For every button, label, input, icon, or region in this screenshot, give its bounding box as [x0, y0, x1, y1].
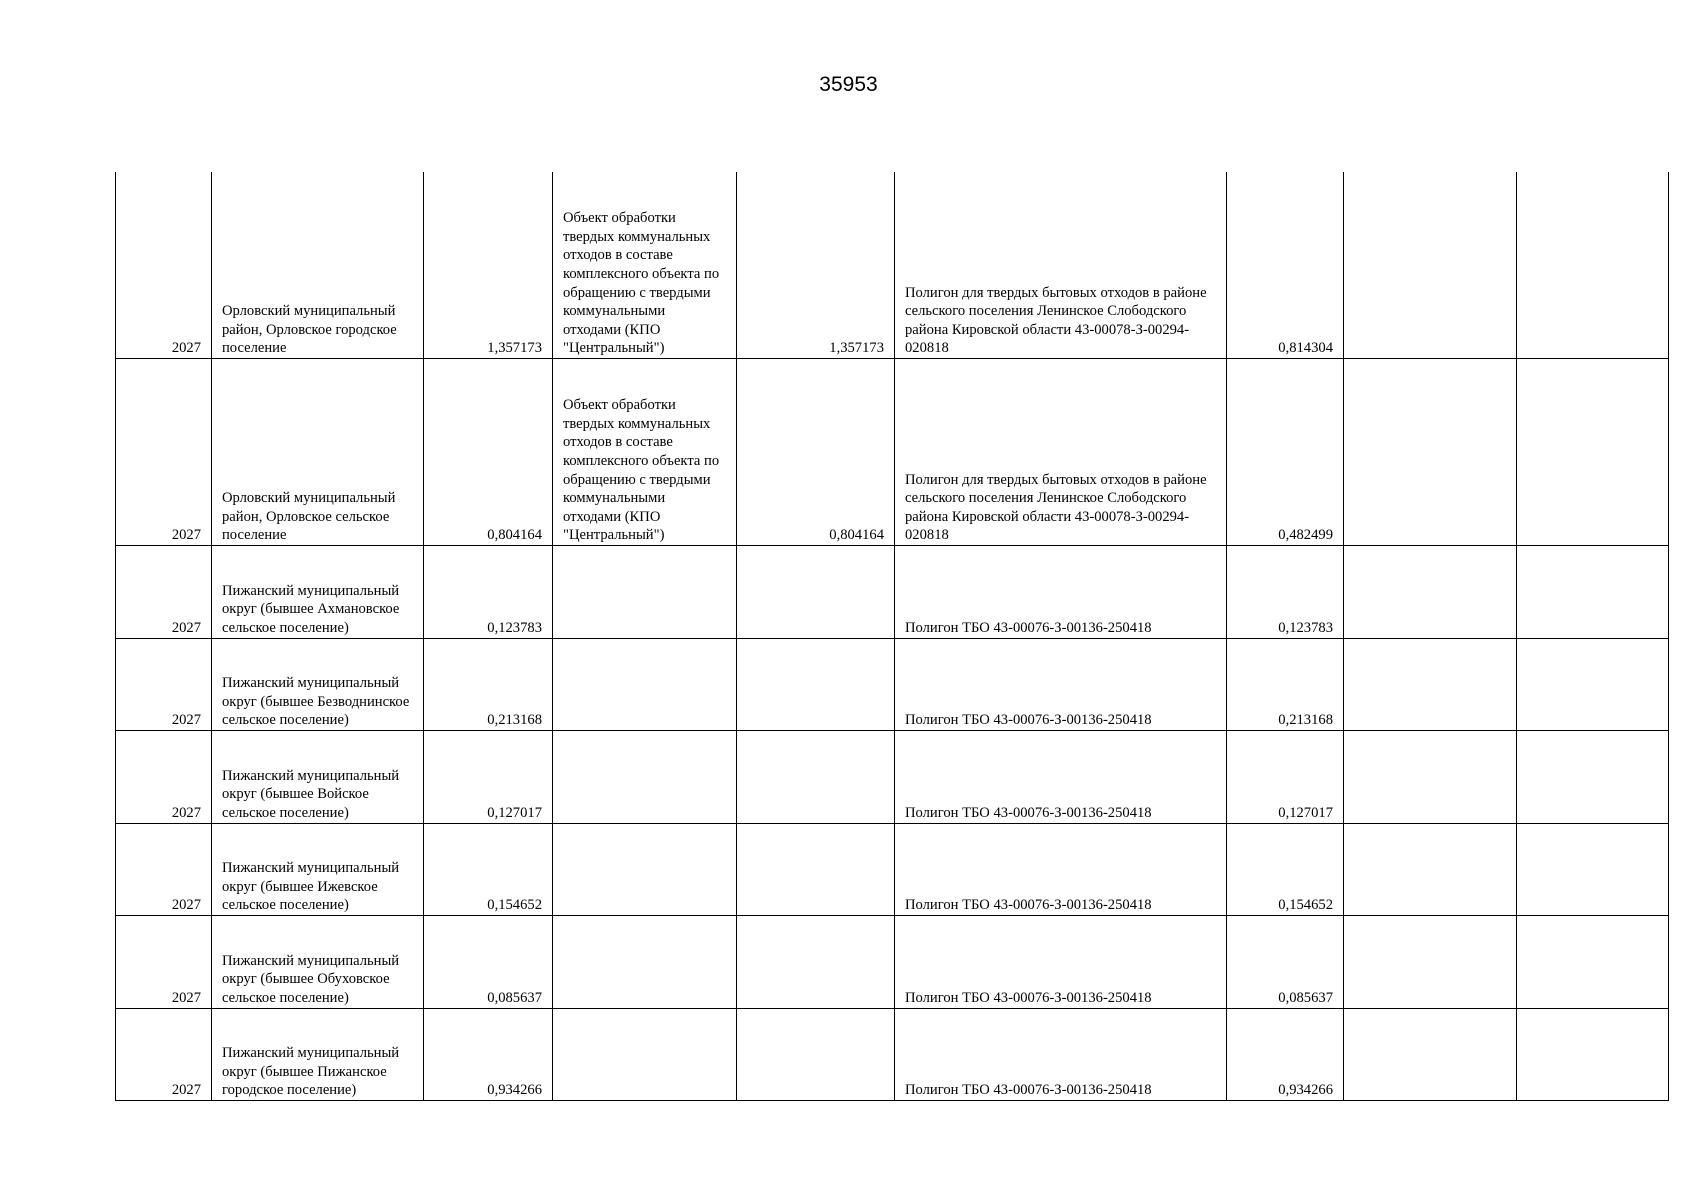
processing-object-cell-text: Объект обработки твердых коммунальных отходов в составе комплексного объекта по обращению с твердыми коммунальными отходами (КПО "Центральный") [563, 210, 720, 357]
mass-processing-cell [737, 731, 895, 824]
municipality-cell-text: Пижанский муниципальный округ (бывшее Войское сельское поселение) [222, 767, 400, 821]
processing-object-cell [553, 823, 737, 916]
year-cell [116, 546, 212, 639]
table-row [116, 731, 1669, 824]
mass-disposal-cell [1227, 823, 1344, 916]
landfill-cell [895, 916, 1227, 1009]
empty-cell [1344, 731, 1517, 824]
mass-disposal-cell-text: 0,814304 [1278, 340, 1333, 357]
table-row [116, 1008, 1669, 1101]
landfill-cell-text: Полигон ТБО 43-00076-З-00136-250418 [905, 712, 1152, 729]
municipality-cell [212, 916, 424, 1009]
mass-total-cell-text: 0,934266 [487, 1082, 542, 1099]
municipality-cell-text: Пижанский муниципальный округ (бывшее Ахмановское сельское поселение) [222, 582, 400, 636]
empty-cell [1344, 1008, 1517, 1101]
empty-cell [1344, 546, 1517, 639]
processing-object-cell [553, 638, 737, 731]
year-cell [116, 172, 212, 359]
mass-total-cell [424, 823, 553, 916]
landfill-cell-text: Полигон ТБО 43-00076-З-00136-250418 [905, 989, 1152, 1006]
empty-cell [1344, 916, 1517, 1009]
municipality-cell [212, 731, 424, 824]
empty-cell [1517, 638, 1669, 731]
mass-processing-cell [737, 916, 895, 1009]
mass-processing-cell [737, 638, 895, 731]
year-cell-text: 2027 [171, 527, 201, 544]
municipality-cell-text: Пижанский муниципальный округ (бывшее Безводнинское сельское поселение) [222, 675, 410, 729]
year-cell [116, 731, 212, 824]
year-cell-text: 2027 [171, 804, 201, 821]
mass-disposal-cell-text: 0,482499 [1278, 527, 1333, 544]
year-cell-text: 2027 [171, 619, 201, 636]
mass-total-cell-text: 0,804164 [487, 527, 542, 544]
mass-disposal-cell-text: 0,127017 [1278, 804, 1333, 821]
landfill-cell-text: Полигон для твердых бытовых отходов в районе сельского поселения Ленинское Слободского района Кировской области 43-00078-З-00294-020818 [905, 284, 1207, 357]
mass-disposal-cell [1227, 359, 1344, 546]
page-number: 35953 [819, 73, 878, 96]
landfill-cell-text: Полигон ТБО 43-00076-З-00136-250418 [905, 1082, 1152, 1099]
landfill-cell [895, 172, 1227, 359]
mass-disposal-cell [1227, 638, 1344, 731]
mass-total-cell-text: 0,127017 [487, 804, 542, 821]
processing-object-cell [553, 731, 737, 824]
mass-processing-cell [737, 823, 895, 916]
table-row [116, 638, 1669, 731]
municipality-cell-text: Пижанский муниципальный округ (бывшее Ижевское сельское поселение) [222, 860, 400, 914]
landfill-cell [895, 546, 1227, 639]
municipality-cell-text: Пижанский муниципальный округ (бывшее Пижанское городское поселение) [222, 1045, 400, 1099]
mass-processing-cell [737, 359, 895, 546]
year-cell [116, 1008, 212, 1101]
mass-total-cell-text: 0,123783 [487, 619, 542, 636]
municipality-cell [212, 546, 424, 639]
mass-disposal-cell-text: 0,213168 [1278, 712, 1333, 729]
landfill-cell-text: Полигон ТБО 43-00076-З-00136-250418 [905, 804, 1152, 821]
municipality-cell [212, 172, 424, 359]
mass-disposal-cell [1227, 731, 1344, 824]
empty-cell [1517, 546, 1669, 639]
landfill-cell [895, 731, 1227, 824]
municipality-cell [212, 359, 424, 546]
empty-cell [1344, 172, 1517, 359]
municipality-cell [212, 1008, 424, 1101]
mass-disposal-cell [1227, 546, 1344, 639]
processing-object-cell [553, 916, 737, 1009]
mass-total-cell [424, 638, 553, 731]
mass-processing-cell [737, 546, 895, 639]
table-row [116, 546, 1669, 639]
mass-disposal-cell [1227, 172, 1344, 359]
mass-total-cell [424, 172, 553, 359]
empty-cell [1517, 823, 1669, 916]
mass-total-cell-text: 1,357173 [487, 340, 542, 357]
table-row [116, 823, 1669, 916]
municipality-cell [212, 638, 424, 731]
processing-object-cell [553, 1008, 737, 1101]
empty-cell [1517, 172, 1669, 359]
empty-cell [1344, 359, 1517, 546]
mass-disposal-cell-text: 0,085637 [1278, 989, 1333, 1006]
mass-disposal-cell [1227, 916, 1344, 1009]
mass-total-cell [424, 359, 553, 546]
table-row [116, 359, 1669, 546]
year-cell-text: 2027 [171, 712, 201, 729]
municipality-cell-text: Орловский муниципальный район, Орловское сельское поселение [222, 490, 396, 544]
mass-total-cell [424, 546, 553, 639]
year-cell-text: 2027 [171, 340, 201, 357]
empty-cell [1517, 731, 1669, 824]
year-cell-text: 2027 [171, 1082, 201, 1099]
landfill-cell-text: Полигон ТБО 43-00076-З-00136-250418 [905, 897, 1152, 914]
processing-object-cell [553, 546, 737, 639]
empty-cell [1344, 823, 1517, 916]
landfill-cell [895, 638, 1227, 731]
processing-object-cell [553, 172, 737, 359]
empty-cell [1517, 1008, 1669, 1101]
mass-disposal-cell [1227, 1008, 1344, 1101]
mass-total-cell-text: 0,085637 [487, 989, 542, 1006]
mass-processing-cell [737, 1008, 895, 1101]
mass-total-cell-text: 0,213168 [487, 712, 542, 729]
processing-object-cell-text: Объект обработки твердых коммунальных отходов в составе комплексного объекта по обращению с твердыми коммунальными отходами (КПО "Центральный") [563, 397, 720, 544]
year-cell [116, 916, 212, 1009]
processing-object-cell [553, 359, 737, 546]
empty-cell [1344, 638, 1517, 731]
mass-total-cell [424, 1008, 553, 1101]
waste-flow-table [115, 172, 1669, 1101]
mass-total-cell [424, 916, 553, 1009]
year-cell-text: 2027 [171, 897, 201, 914]
landfill-cell [895, 823, 1227, 916]
year-cell [116, 638, 212, 731]
empty-cell [1517, 359, 1669, 546]
mass-disposal-cell-text: 0,154652 [1278, 897, 1333, 914]
landfill-cell [895, 359, 1227, 546]
landfill-cell-text: Полигон для твердых бытовых отходов в районе сельского поселения Ленинское Слободского района Кировской области 43-00078-З-00294-020818 [905, 471, 1207, 544]
municipality-cell-text: Орловский муниципальный район, Орловское городское поселение [222, 303, 397, 357]
table-row [116, 916, 1669, 1009]
table-body [116, 172, 1669, 1101]
mass-disposal-cell-text: 0,934266 [1278, 1082, 1333, 1099]
mass-total-cell [424, 731, 553, 824]
table-row [116, 172, 1669, 359]
empty-cell [1517, 916, 1669, 1009]
mass-processing-cell-text: 0,804164 [829, 527, 884, 544]
municipality-cell [212, 823, 424, 916]
mass-processing-cell [737, 172, 895, 359]
year-cell [116, 823, 212, 916]
municipality-cell-text: Пижанский муниципальный округ (бывшее Обуховское сельское поселение) [222, 952, 400, 1006]
mass-total-cell-text: 0,154652 [487, 897, 542, 914]
landfill-cell-text: Полигон ТБО 43-00076-З-00136-250418 [905, 619, 1152, 636]
landfill-cell [895, 1008, 1227, 1101]
year-cell [116, 359, 212, 546]
mass-processing-cell-text: 1,357173 [829, 340, 884, 357]
mass-disposal-cell-text: 0,123783 [1278, 619, 1333, 636]
year-cell-text: 2027 [171, 989, 201, 1006]
